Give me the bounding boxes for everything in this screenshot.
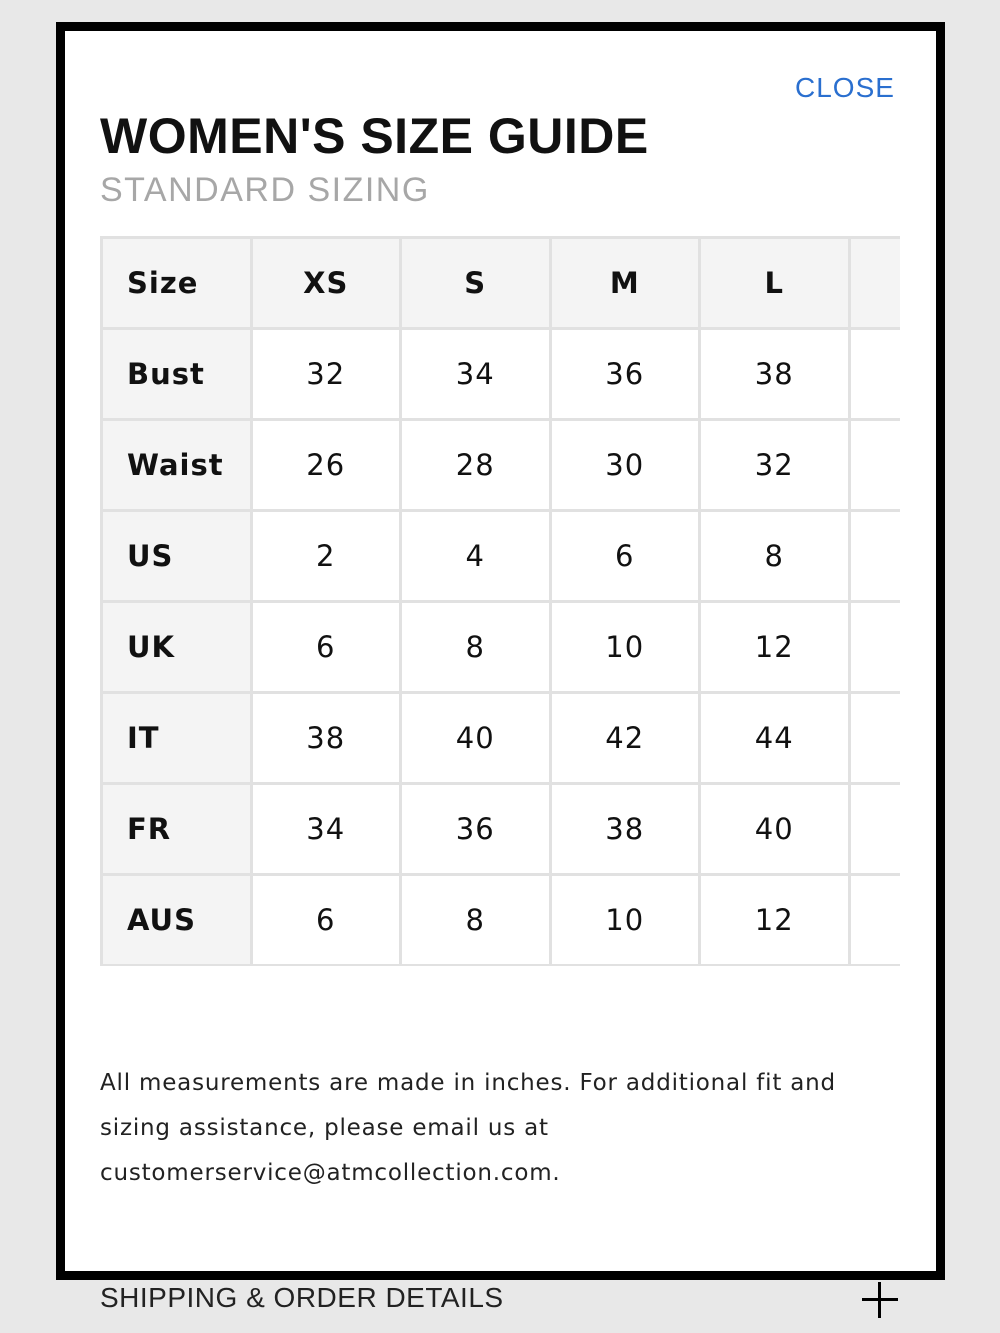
- header-cell: Size: [102, 238, 252, 329]
- note-text: All measurements are made in inches. For additional fit and sizing assistance, please email us at: [100, 1070, 836, 1141]
- table-cell: [849, 329, 900, 420]
- table-cell: 32: [251, 329, 401, 420]
- table-cell: [849, 602, 900, 693]
- table-cell: 2: [251, 511, 401, 602]
- shipping-accordion[interactable]: [0, 1280, 1000, 1333]
- table-cell: 40: [700, 784, 850, 875]
- table-cell: 40: [401, 693, 551, 784]
- modal-subtitle: STANDARD SIZING: [100, 171, 430, 209]
- size-table-scroll[interactable]: [100, 236, 900, 966]
- table-cell: 42: [550, 693, 700, 784]
- row-label: AUS: [102, 875, 252, 966]
- row-label: FR: [102, 784, 252, 875]
- table-cell: 6: [550, 511, 700, 602]
- table-cell: 38: [251, 693, 401, 784]
- table-cell: 8: [401, 602, 551, 693]
- table-cell: 4: [401, 511, 551, 602]
- header-cell: L: [700, 238, 850, 329]
- row-label: Bust: [102, 329, 252, 420]
- table-row: [102, 329, 901, 420]
- table-cell: 30: [550, 420, 700, 511]
- table-cell: 8: [401, 875, 551, 966]
- table-row: [102, 784, 901, 875]
- table-cell: 34: [401, 329, 551, 420]
- table-cell: [849, 875, 900, 966]
- table-cell: 26: [251, 420, 401, 511]
- row-label: IT: [102, 693, 252, 784]
- table-cell: 36: [550, 329, 700, 420]
- plus-icon[interactable]: [862, 1282, 898, 1318]
- row-label: UK: [102, 602, 252, 693]
- header-cell: XS: [251, 238, 401, 329]
- table-cell: 6: [251, 875, 401, 966]
- modal-title: WOMEN'S SIZE GUIDE: [100, 108, 649, 164]
- header-cell: S: [401, 238, 551, 329]
- shipping-details-label: SHIPPING & ORDER DETAILS: [100, 1282, 504, 1313]
- table-cell: [849, 420, 900, 511]
- header-cell: [849, 238, 900, 329]
- table-cell: 12: [700, 602, 850, 693]
- header-cell: M: [550, 238, 700, 329]
- table-header-row: [102, 238, 901, 329]
- table-cell: 38: [700, 329, 850, 420]
- table-cell: 38: [550, 784, 700, 875]
- table-row: [102, 511, 901, 602]
- table-cell: 6: [251, 602, 401, 693]
- table-cell: 36: [401, 784, 551, 875]
- table-cell: 12: [700, 875, 850, 966]
- table-cell: 32: [700, 420, 850, 511]
- email-link[interactable]: customerservice@atmcollection.com.: [100, 1160, 561, 1186]
- table-cell: 8: [700, 511, 850, 602]
- table-row: [102, 602, 901, 693]
- table-cell: [849, 784, 900, 875]
- row-label: US: [102, 511, 252, 602]
- size-guide-modal: [56, 22, 945, 1280]
- table-cell: [849, 511, 900, 602]
- table-row: [102, 693, 901, 784]
- row-label: Waist: [102, 420, 252, 511]
- size-table: [100, 236, 900, 966]
- close-button[interactable]: CLOSE: [795, 72, 895, 103]
- table-row: [102, 875, 901, 966]
- table-cell: 10: [550, 875, 700, 966]
- table-cell: 44: [700, 693, 850, 784]
- table-cell: [849, 693, 900, 784]
- measurement-note: [100, 1061, 880, 1196]
- table-cell: 28: [401, 420, 551, 511]
- table-cell: 34: [251, 784, 401, 875]
- table-row: [102, 420, 901, 511]
- table-cell: 10: [550, 602, 700, 693]
